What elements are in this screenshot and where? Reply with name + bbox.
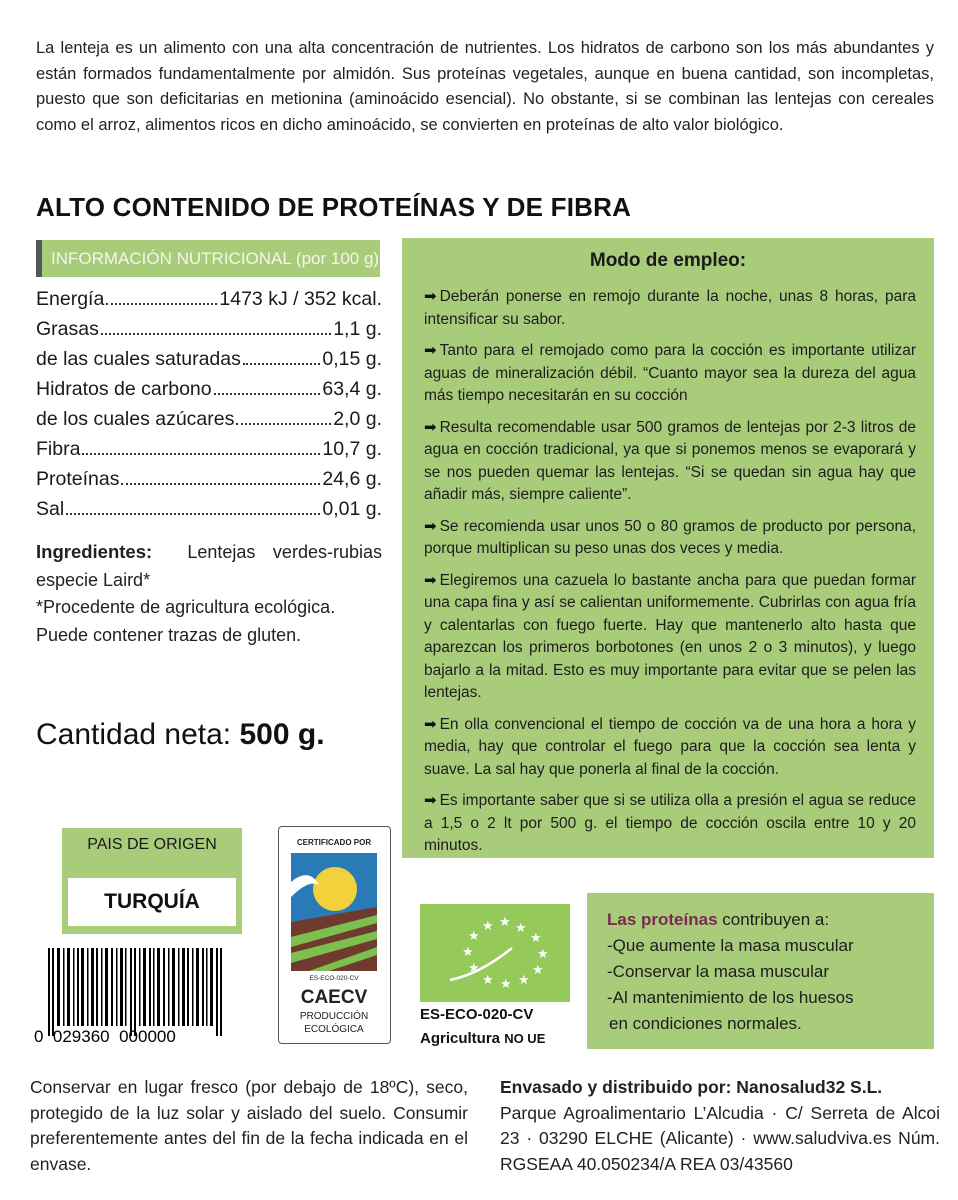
nutrition-row-fat	[36, 318, 382, 348]
origin-value: TURQUÍA	[68, 878, 236, 926]
nutrition-label: de los cuales azúcares	[36, 408, 235, 430]
origin-label: PAIS DE ORIGEN	[87, 836, 217, 853]
eu-agriculture	[420, 1030, 545, 1047]
nutrition-label: Proteínas	[36, 468, 120, 490]
usage-paragraph: ➡ Tanto para el remojado como para la cocción es importante utilizar aguas de mineralización débil. “Cuanto mayor sea la dureza del agua más tiempo necesitarán en su cocción	[424, 342, 916, 404]
usage-paragraph: ➡ Se recomienda usar unos 50 o 80 gramos de producto por persona, porque multiplican su peso unas dos veces y media.	[424, 517, 916, 557]
svg-text:★: ★	[482, 973, 494, 988]
caecv-sub1: PRODUCCIÓN	[299, 1011, 369, 1022]
protein-claim-item: -Al mantenimiento de los huesos	[607, 988, 854, 1007]
nutrition-label: Energía	[36, 288, 105, 310]
protein-claims-title: Las proteínas	[607, 910, 718, 929]
storage-instructions: Conservar en lugar fresco (por debajo de 18ºC), seco, protegido de la luz solar y aislado del suelo. Consumir preferentemente antes del fin de la fecha indicada en el envase.	[30, 1077, 468, 1174]
arrow-right-icon: ➡	[424, 571, 437, 589]
protein-claim-item: en condiciones normales.	[609, 1014, 802, 1033]
arrow-right-icon: ➡	[424, 517, 437, 535]
nutrition-row-fiber	[36, 438, 382, 468]
caecv-logo	[278, 826, 391, 1044]
nutrition-row-energy	[36, 288, 382, 318]
nutrition-value: 10,7 g.	[322, 438, 382, 460]
eu-agriculture-suffix: NO UE	[504, 1031, 546, 1046]
caecv-top-text: CERTIFICADO POR	[296, 838, 372, 847]
nutrition-label: Hidratos de carbono	[36, 378, 212, 400]
nutrition-row-saturated	[36, 348, 382, 378]
nutrition-value: 24,6 g.	[322, 468, 382, 490]
arrow-right-icon: ➡	[424, 418, 437, 436]
nutrition-value: 1473 kJ / 352 kcal.	[219, 288, 382, 310]
nutrition-label: Grasas	[36, 318, 99, 340]
svg-text:★: ★	[518, 973, 530, 988]
nutrition-value: 63,4 g.	[322, 378, 382, 400]
protein-claims-panel	[587, 893, 934, 1049]
protein-claims-body	[607, 907, 854, 1037]
arrow-right-icon: ➡	[424, 288, 437, 305]
net-quantity	[36, 718, 325, 752]
nutrition-header	[36, 240, 380, 277]
nutrition-label: Sal	[36, 498, 65, 520]
svg-text:★: ★	[468, 929, 480, 944]
svg-text:★: ★	[537, 947, 549, 962]
usage-panel	[402, 238, 934, 858]
nutrition-row-sugars	[36, 408, 382, 438]
arrow-right-icon: ➡	[424, 792, 437, 809]
nutrition-row-carbs	[36, 378, 382, 408]
arrow-right-icon: ➡	[424, 715, 437, 733]
ingredients-note: *Procedente de agricultura ecológica.	[36, 597, 336, 617]
barcode	[34, 944, 254, 1044]
nutrition-header-label: INFORMACIÓN NUTRICIONAL (por 100 g)	[51, 249, 380, 268]
eu-organic-leaf-logo	[420, 904, 570, 1002]
nutrition-value: 0,01 g.	[322, 498, 382, 520]
usage-paragraph: ➡ Es importante saber que si se utiliza olla a presión el agua se reduce a 1,5 o 2 lt por 500 g. el tiempo de cocción oscila entre 10 y 20 minutos.	[424, 792, 916, 854]
nutrition-value: 0,15 g.	[322, 348, 382, 370]
net-quantity-label: Cantidad neta:	[36, 718, 232, 751]
svg-text:★: ★	[515, 921, 527, 936]
caecv-brand: CAECV	[300, 987, 368, 1008]
protein-claim-item: -Que aumente la masa muscular	[607, 936, 854, 955]
usage-body	[424, 286, 916, 867]
origin-box	[62, 828, 242, 934]
nutrition-row-salt	[36, 498, 382, 528]
headline: ALTO CONTENIDO DE PROTEÍNAS Y DE FIBRA	[36, 192, 632, 222]
nutrition-row-protein	[36, 468, 382, 498]
svg-text:★: ★	[499, 915, 511, 930]
barcode-graphic	[34, 944, 254, 1044]
protein-claims-intro: contribuyen a:	[722, 910, 830, 929]
eu-agriculture-label: Agricultura	[420, 1030, 501, 1047]
nutrition-value: 1,1 g.	[333, 318, 382, 340]
usage-title: Modo de empleo:	[589, 250, 747, 271]
caecv-logo-graphic	[279, 827, 389, 1042]
ingredients-block	[36, 538, 382, 649]
protein-claims-heading	[607, 907, 854, 933]
eu-code: ES-ECO-020-CV	[420, 1006, 534, 1023]
svg-text:★: ★	[532, 963, 544, 978]
packager-label: Envasado y distribuido por: Nanosalud32 S.L.	[500, 1077, 883, 1097]
packager-info	[500, 1075, 940, 1177]
caecv-sub2: ECOLÓGICA	[304, 1024, 364, 1035]
svg-text:★: ★	[462, 945, 474, 960]
svg-text:★: ★	[468, 961, 480, 976]
intro-paragraph: La lenteja es un alimento con una alta concentración de nutrientes. Los hidratos de carbono son los más abundantes y están formados fundamentalmente por almidón. Sus proteínas vegetales, aunque en buena cantidad, son incompletas, puesto que son deficitarias en metionina (aminoácido esencial). No obstante, si se combinan las lentejas con cereales como el arroz, alimentos ricos en dicho aminoácido, se convierten en proteínas de alto valor biológico.	[36, 39, 934, 134]
eu-organic-leaf-icon	[420, 904, 570, 1002]
usage-paragraph: ➡ Deberán ponerse en remojo durante la noche, unas 8 horas, para intensificar su sabor.	[424, 288, 916, 328]
caecv-code: ES-ECO-020-CV	[309, 975, 359, 982]
svg-text:★: ★	[500, 977, 512, 992]
protein-claim-item: -Conservar la masa muscular	[607, 962, 830, 981]
svg-text:★: ★	[530, 931, 542, 946]
usage-paragraph: ➡ Resulta recomendable usar 500 gramos de lentejas por 2-3 litros de agua en cocción tradicional, ya que si ponemos menos se evaporará y se nos pueden quemar las lentejas. “Si se quedan sin agua hay que añadir más, siempre caliente”.	[424, 418, 916, 503]
svg-text:★: ★	[482, 919, 494, 934]
allergen-note: Puede contener trazas de gluten.	[36, 624, 302, 645]
usage-paragraph: ➡ En olla convencional el tiempo de cocción va de una hora a hora y media, hay que controlar el fuego para que la cocción sea lenta y suave. La sal hay que ponerla al final de la cocción.	[424, 715, 916, 778]
ingredients-text: Lentejas verdes-rubias especie Laird*	[36, 542, 382, 590]
nutrition-label: de las cuales saturadas	[36, 348, 241, 370]
nutrition-label: Fibra	[36, 438, 81, 460]
nutrition-table	[36, 288, 382, 528]
packager-address: Parque Agroalimentario L’Alcudia · C/ Serreta de Alcoi 23 · 03290 ELCHE (Alicante) · www.saludviva.es Núm. RGSEAA 40.050234/A REA 03/43560	[500, 1102, 940, 1174]
arrow-right-icon: ➡	[424, 342, 437, 359]
nutrition-value: 2,0 g.	[333, 408, 382, 430]
ingredients-label: Ingredientes:	[36, 541, 153, 562]
barcode-digits: 0 029360 000000	[34, 1027, 176, 1044]
ingredients-line	[36, 538, 382, 594]
usage-paragraph: ➡ Elegiremos una cazuela lo bastante ancha para que puedan formar una capa fina y así se calientan uniformemente. Cubrirlas con agua fría y calentarlas con fuego fuerte. Hay que mantenerlo alto hasta que aparezcan los primeros borbotones (en unos 2 o 3 minutos), y luego bajarlo a la mitad. Esto es muy importante para evitar que se pelen las lentejas.	[424, 571, 916, 701]
net-quantity-value: 500 g.	[239, 718, 325, 751]
